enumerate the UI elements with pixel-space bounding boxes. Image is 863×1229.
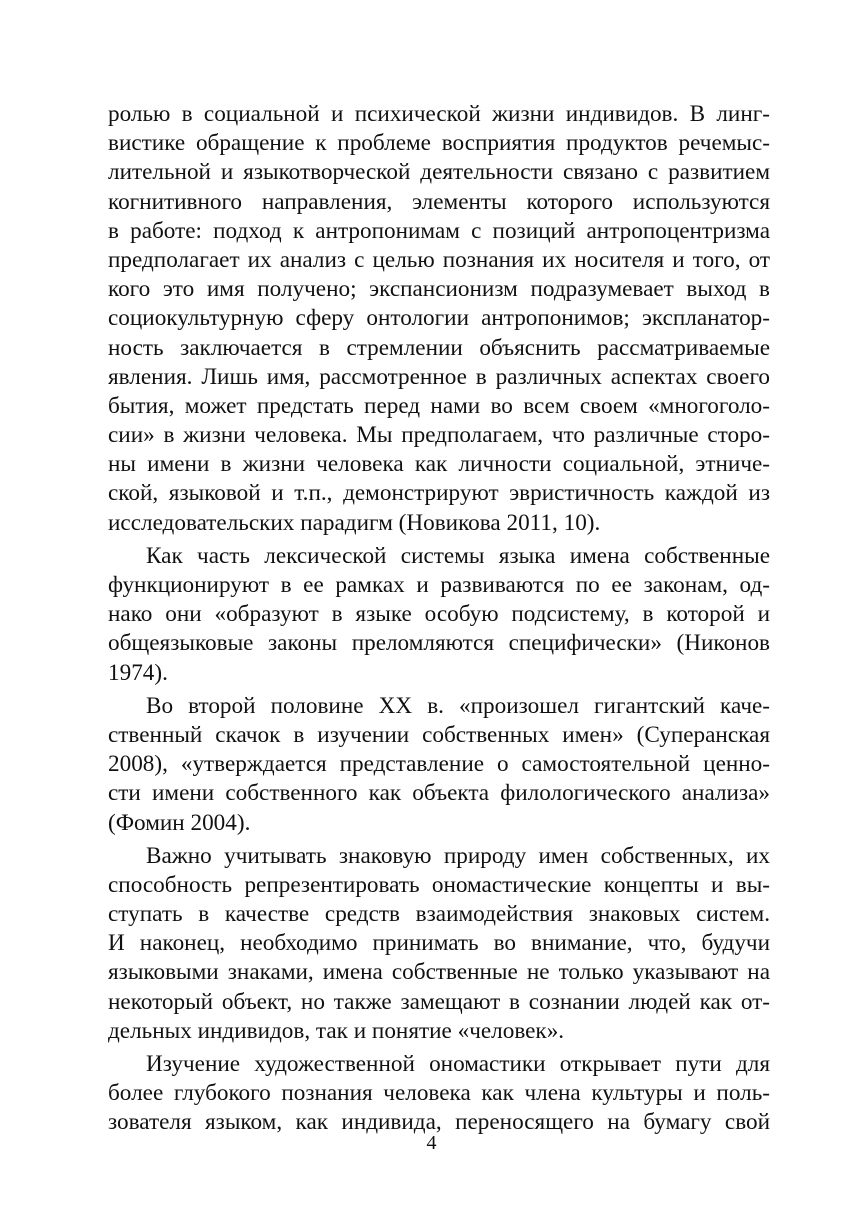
text-line: ны имени в жизни человека как личности социальной, этниче- bbox=[108, 451, 770, 478]
page-body bbox=[108, 100, 770, 1138]
text-line: исследовательских парадигм (Новикова 2011, 10). bbox=[108, 509, 601, 536]
text-line: нако они «образуют в языке особую подсистему, в которой и bbox=[108, 601, 770, 628]
paragraph-4 bbox=[108, 842, 770, 1046]
text-line: ской, языковой и т.п., демонстрируют эвристичность каждой из bbox=[108, 480, 770, 507]
text-line: ственный скачок в изучении собственных имен» (Суперанская bbox=[108, 721, 770, 748]
paragraph-1 bbox=[108, 100, 770, 538]
text-line: Как часть лексической системы языка имена собственные bbox=[146, 542, 770, 569]
text-line: 1974). bbox=[108, 659, 168, 686]
text-line: вистике обращение к проблеме восприятия продуктов речемыс- bbox=[108, 130, 770, 157]
text-line: в работе: подход к антропонимам с позиций антропоцентризма bbox=[108, 217, 770, 244]
text-line: И наконец, необходимо принимать во внимание, что, будучи bbox=[108, 930, 770, 957]
text-line: явления. Лишь имя, рассмотренное в различных аспектах своего bbox=[108, 363, 770, 390]
text-line: функционируют в ее рамках и развиваются по ее законам, од- bbox=[108, 572, 770, 598]
text-line: когнитивного направления, элементы которого используются bbox=[108, 188, 770, 215]
text-line: языковыми знаками, имена собственные не только указывают на bbox=[108, 959, 770, 986]
text-line: социокультурную сферу онтологии антропонимов; экспланатор- bbox=[108, 305, 770, 332]
text-line: кого это имя получено; экспансионизм подразумевает выход в bbox=[108, 276, 770, 303]
text-line: ступать в качестве средств взаимодействия знаковых систем. bbox=[108, 901, 770, 928]
text-line: зователя языком, как индивида, переносящего на бумагу свой bbox=[108, 1109, 770, 1136]
text-line: предполагает их анализ с целью познания их носителя и того, от bbox=[108, 246, 770, 273]
text-line: бытия, может предстать перед нами во всем своем «многоголо- bbox=[108, 392, 770, 419]
text-line: способность репрезентировать ономастические концепты и вы- bbox=[108, 871, 770, 898]
text-line: Во второй половине XX в. «произошел гигантский каче- bbox=[146, 692, 770, 719]
paragraph-5 bbox=[108, 1050, 770, 1138]
text-line: некоторый объект, но также замещают в сознании людей как от- bbox=[108, 988, 770, 1015]
text-line: 2008), «утверждается представление о самостоятельной ценно- bbox=[108, 751, 770, 778]
text-line: сии» в жизни человека. Мы предполагаем, что различные сторо- bbox=[108, 422, 770, 449]
text-line: общеязыковые законы преломляются специфически» (Никонов bbox=[108, 630, 770, 657]
text-line: ролью в социальной и психической жизни индивидов. В линг- bbox=[108, 101, 770, 127]
page-number: 4 bbox=[426, 1132, 437, 1154]
text-line: лительной и языкотворческой деятельности связано с развитием bbox=[108, 159, 770, 186]
paragraph-2 bbox=[108, 542, 770, 688]
text-line: более глубокого познания человека как члена культуры и поль- bbox=[108, 1080, 770, 1107]
text-line: Важно учитывать знаковую природу имен собственных, их bbox=[146, 842, 770, 869]
paragraph-3 bbox=[108, 692, 770, 838]
text-line: дельных индивидов, так и понятие «человек». bbox=[108, 1017, 565, 1044]
text-line: (Фомин 2004). bbox=[108, 809, 251, 836]
text-line: Изучение художественной ономастики открывает пути для bbox=[146, 1051, 770, 1077]
text-line: ность заключается в стремлении объяснить рассматриваемые bbox=[108, 334, 770, 361]
text-line: сти имени собственного как объекта филологического анализа» bbox=[108, 780, 770, 807]
